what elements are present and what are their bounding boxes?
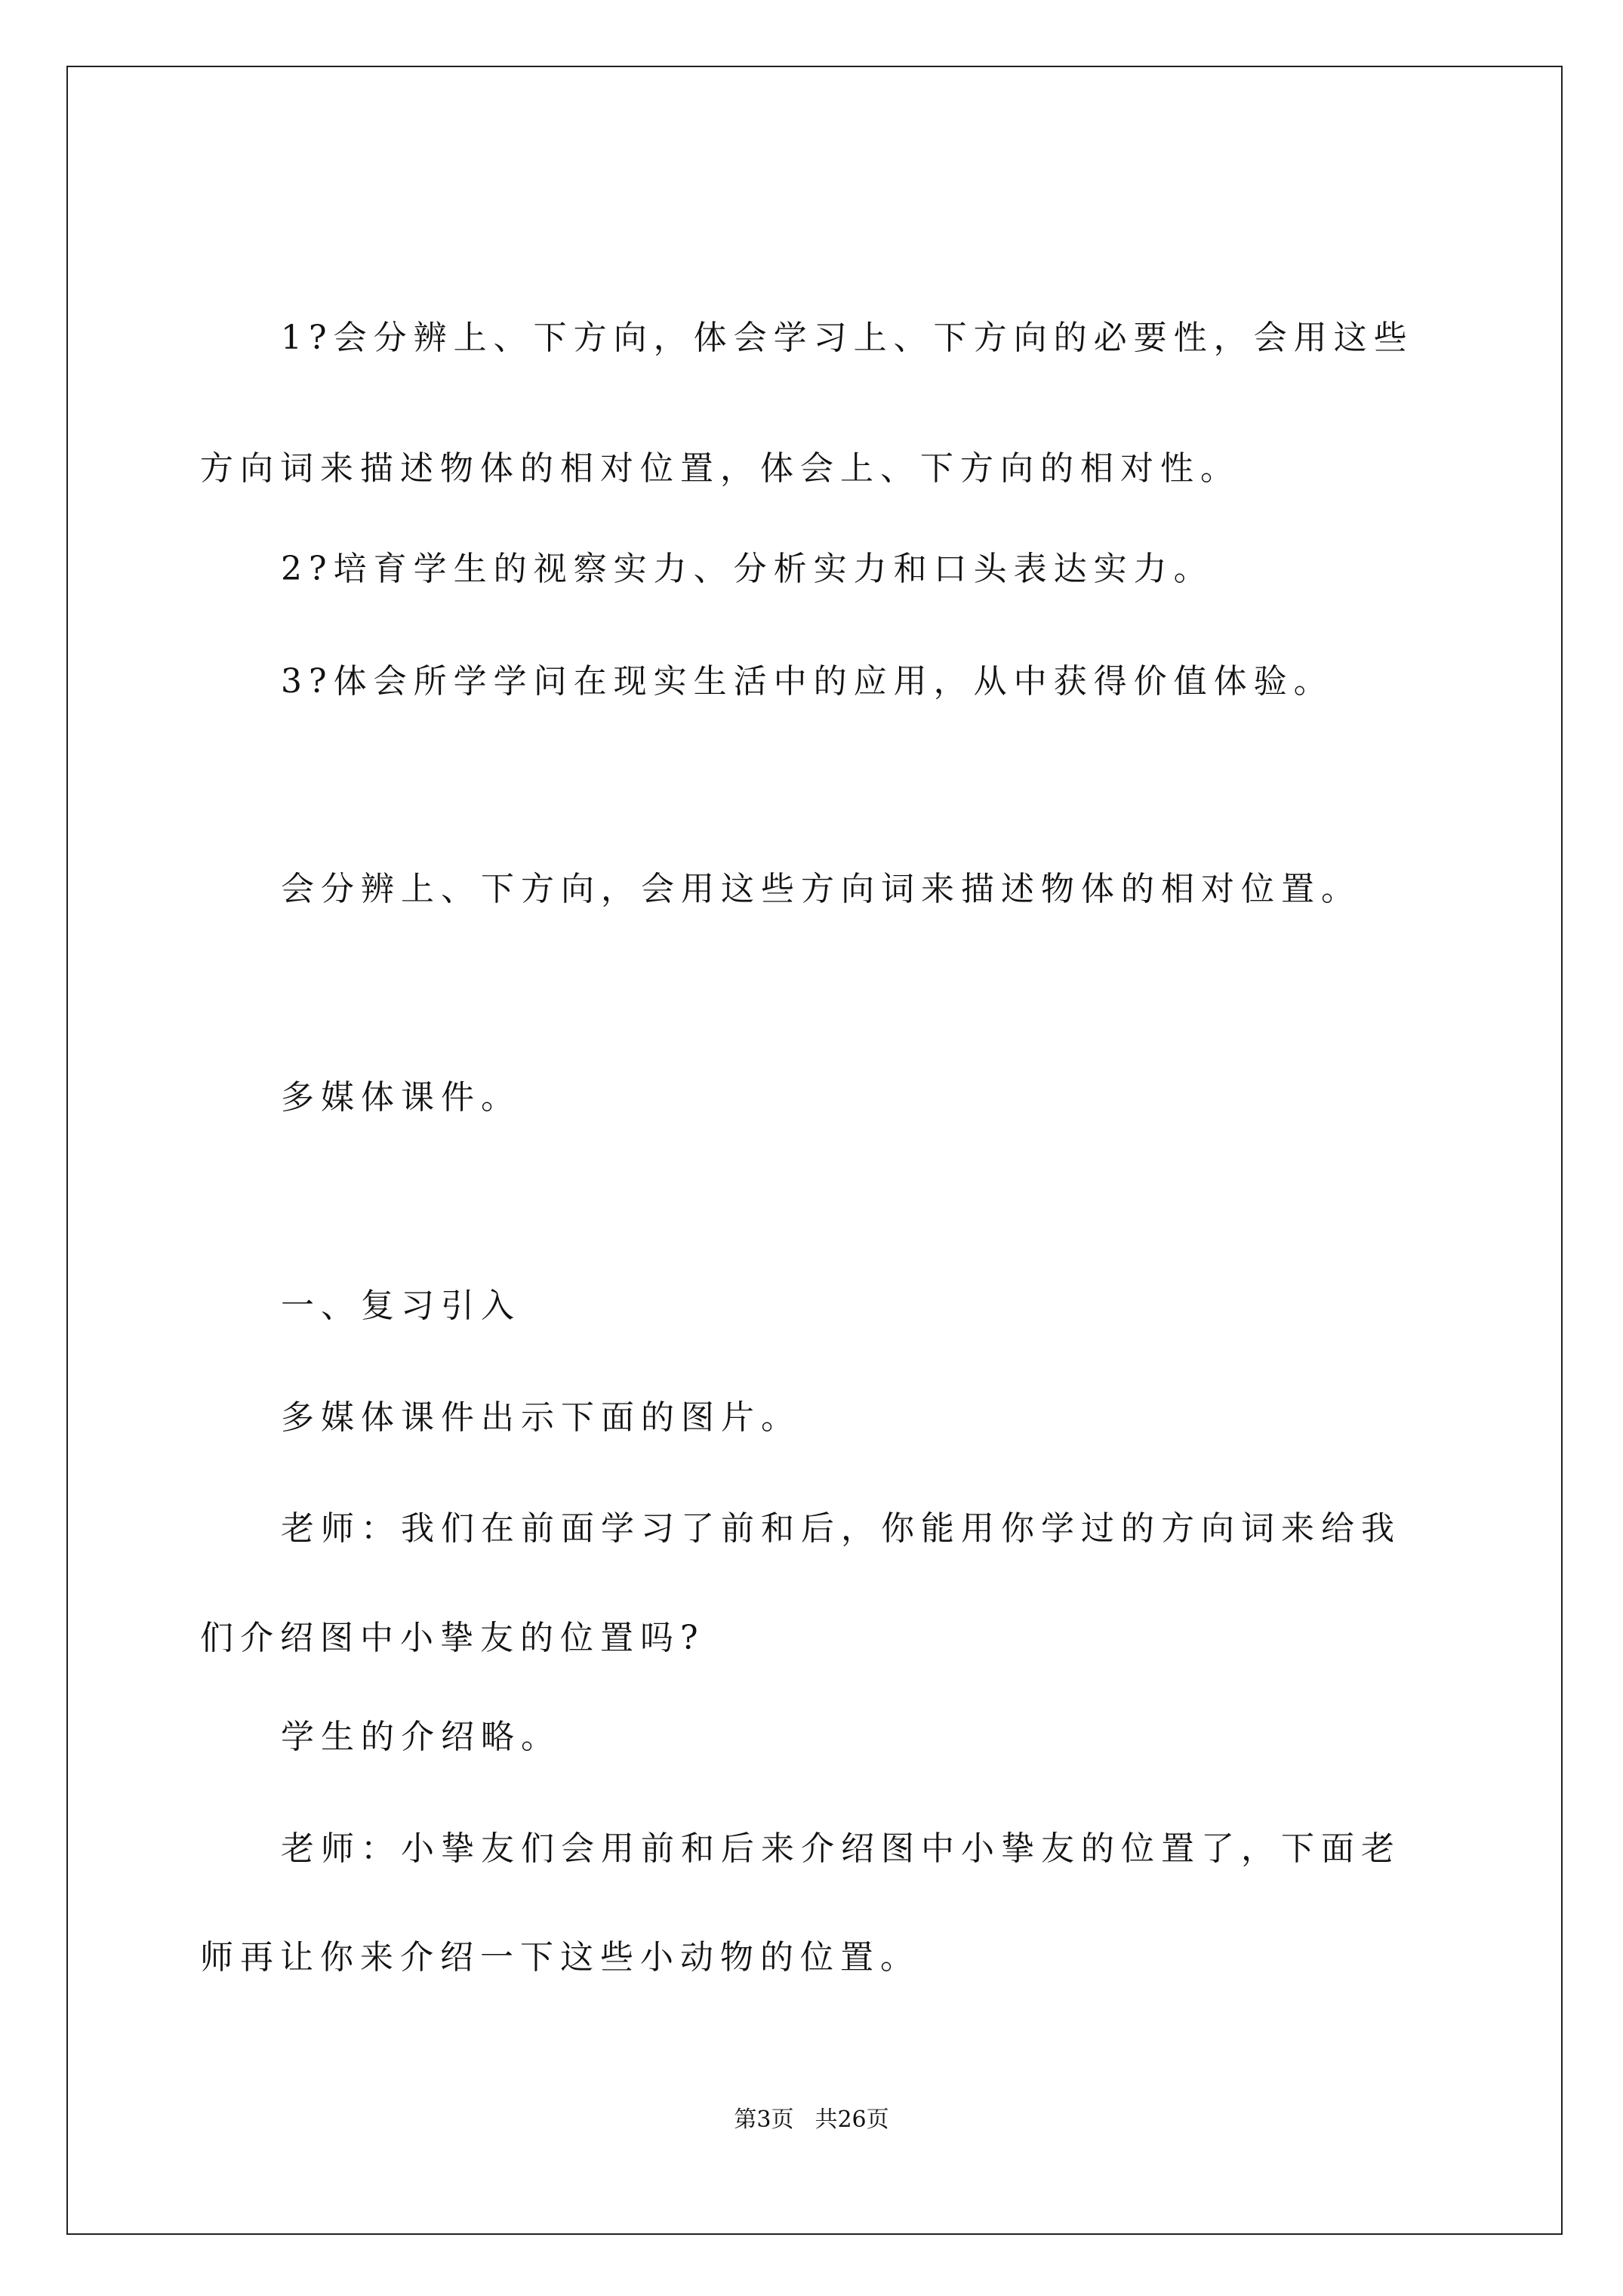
objective-1-line-1: 1?会分辨上、下方向，体会学习上、下方向的必要性，会用这些 bbox=[281, 319, 1414, 357]
courseware-instruction: 多媒体课件出示下面的图片。 bbox=[281, 1398, 801, 1437]
teacher-transition-line-2: 师再让你来介绍一下这些小动物的位置。 bbox=[200, 1938, 920, 1977]
page-footer bbox=[0, 2105, 1623, 2135]
teacher-question-line-1: 老师：我们在前面学习了前和后，你能用你学过的方向词来给我 bbox=[281, 1509, 1401, 1548]
teacher-transition-line-1: 老师：小挚友们会用前和后来介绍图中小挚友的位置了，下面老 bbox=[281, 1829, 1401, 1868]
student-answer: 学生的介绍略。 bbox=[281, 1718, 561, 1756]
teacher-question-line-2: 们介绍图中小挚友的位置吗? bbox=[200, 1619, 705, 1657]
objective-2: 2?培育学生的视察实力、分析实力和口头表达实力。 bbox=[281, 550, 1214, 588]
page-number: 第3页 bbox=[734, 2106, 794, 2133]
page-total: 共26页 bbox=[815, 2106, 889, 2133]
key-point: 会分辨上、下方向，会用这些方向词来描述物体的相对位置。 bbox=[281, 870, 1361, 908]
objective-3: 3?体会所学学问在现实生活中的应用，从中获得价值体验。 bbox=[281, 662, 1334, 701]
objective-1-line-2: 方向词来描述物体的相对位置，体会上、下方向的相对性。 bbox=[200, 449, 1240, 488]
page-border bbox=[66, 66, 1563, 2235]
teaching-aids: 多媒体课件。 bbox=[281, 1078, 521, 1117]
section-heading-review: 一、复习引入 bbox=[281, 1287, 521, 1325]
